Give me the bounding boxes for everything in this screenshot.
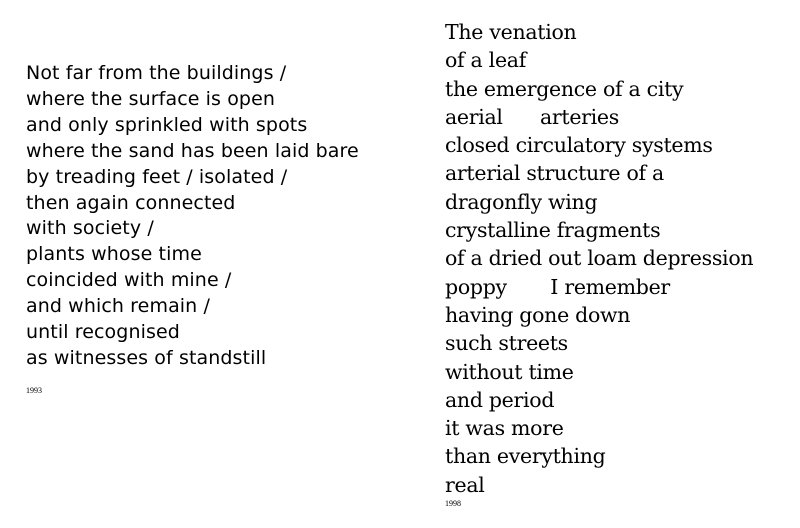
poem-line: coincided with mine / [26,269,232,292]
poem-line: crystalline fragments [445,218,661,243]
poem-line: and only sprinkled with spots [26,113,308,136]
poem-line: closed circulatory systems [445,133,713,158]
poem-line: having gone down [445,302,631,327]
right-poem [445,18,753,499]
poem-line: than everything [445,444,606,469]
right-poem-year: 1998 [445,499,461,508]
poem-line: poppy I remember [445,274,670,299]
poem-line: of a leaf [445,48,526,73]
poem-line: of a dried out loam depression [445,246,754,271]
poem-line: as witnesses of standstill [26,346,267,369]
poem-line: such streets [445,331,568,356]
poem-line: without time [445,359,574,384]
poem-line: arterial structure of a [445,161,664,186]
left-poem [26,61,359,372]
poem-line: where the surface is open [26,87,276,110]
poem-line: and which remain / [26,295,210,318]
right-page [400,0,800,528]
poem-line: and period [445,387,555,412]
poem-line: plants whose time [26,243,202,266]
poem-line: aerial arteries [445,104,619,129]
poem-line: real [445,472,485,497]
poem-line: with society / [26,217,154,240]
poem-line: by treading feet / isolated / [26,165,288,188]
poem-line: the emergence of a city [445,76,684,101]
left-poem-year: 1993 [26,386,42,395]
poem-line: Not far from the buildings / [26,62,287,84]
poem-line: where the sand has been laid bare [26,139,359,162]
poem-line: it was more [445,416,564,441]
poem-line: then again connected [26,191,236,214]
poem-line: The venation [445,20,577,44]
poem-line: until recognised [26,321,180,344]
poem-line: dragonfly wing [445,189,598,214]
